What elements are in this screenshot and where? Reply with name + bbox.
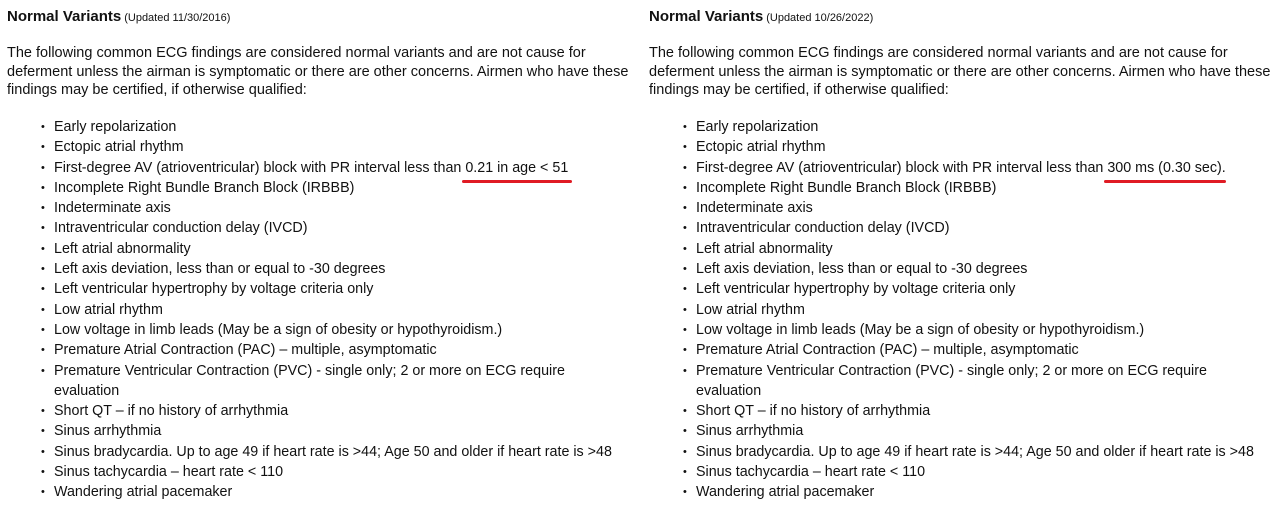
list-item-text: Left ventricular hypertrophy by voltage criteria only [696, 281, 1016, 298]
bullet-icon: • [683, 121, 687, 133]
list-item-text: Left ventricular hypertrophy by voltage criteria only [54, 281, 374, 298]
bullet-icon: • [41, 405, 45, 418]
intro-paragraph: The following common ECG findings are considered normal variants and are not cause for deferment unless the airman is symptomatic or there are other concerns. Airmen who have these findings may be certified, if otherwise qualified: [649, 45, 1271, 98]
list-item-text: Incomplete Right Bundle Branch Block (IRBBB) [54, 179, 355, 196]
bullet-icon: • [683, 445, 687, 458]
updated-date: (Updated 11/30/2016) [124, 12, 231, 24]
list-item-text: Premature Ventricular Contraction (PVC) - single only; 2 or more on ECG require evaluation [696, 362, 1207, 399]
list-item [683, 178, 1283, 198]
list-item-text: Left axis deviation, less than or equal to -30 degrees [54, 261, 386, 278]
normal-variants-list [683, 117, 1283, 503]
list-item [683, 340, 1283, 360]
list-item [41, 462, 641, 482]
list-item [683, 158, 1283, 178]
list-item [41, 421, 641, 441]
list-item-text: Left atrial abnormality [54, 240, 191, 257]
list-item-text: Early repolarization [54, 119, 177, 135]
list-item [41, 259, 641, 279]
list-item [41, 158, 641, 178]
list-item-text: Sinus bradycardia. Up to age 49 if heart rate is >44; Age 50 and older if heart rate is >48 [696, 443, 1254, 460]
bullet-icon: • [41, 242, 45, 255]
highlighted-text: 0.21 in age < 51 [465, 159, 569, 176]
list-item-text: Ectopic atrial rhythm [696, 139, 826, 156]
list-item-text: Low voltage in limb leads (May be a sign of obesity or hypothyroidism.) [696, 321, 1145, 338]
bullet-icon: • [41, 466, 45, 479]
bullet-icon: • [41, 283, 45, 296]
bullet-icon: • [41, 445, 45, 458]
bullet-icon: • [683, 222, 687, 235]
list-item [41, 401, 641, 421]
list-item [683, 279, 1283, 299]
list-item [683, 320, 1283, 340]
highlighted-text: 300 ms (0.30 sec) [1107, 159, 1222, 176]
bullet-icon: • [41, 121, 45, 133]
bullet-icon: • [683, 405, 687, 418]
list-item-text: Ectopic atrial rhythm [54, 139, 184, 156]
list-item [683, 401, 1283, 421]
list-item [683, 421, 1283, 441]
bullet-icon: • [683, 202, 687, 215]
list-item [683, 442, 1283, 462]
list-item [41, 300, 641, 320]
bullet-icon: • [41, 161, 45, 174]
list-item [41, 117, 641, 137]
bullet-icon: • [41, 486, 45, 499]
list-item [683, 259, 1283, 279]
bullet-icon: • [41, 303, 45, 316]
bullet-icon: • [41, 222, 45, 235]
list-item-text: Premature Atrial Contraction (PAC) – multiple, asymptomatic [54, 342, 437, 359]
list-item-text: Early repolarization [696, 119, 819, 135]
list-item [41, 482, 641, 502]
bullet-icon: • [683, 303, 687, 316]
list-item-text: Sinus bradycardia. Up to age 49 if heart rate is >44; Age 50 and older if heart rate is >48 [54, 443, 612, 460]
section-title: Normal Variants [7, 8, 122, 25]
list-item-text: Sinus arrhythmia [696, 423, 804, 440]
list-item [683, 482, 1283, 502]
bullet-icon: • [683, 242, 687, 255]
list-item [41, 340, 641, 360]
list-item [41, 198, 641, 218]
list-item [41, 279, 641, 299]
list-item-text: Low atrial rhythm [696, 301, 805, 318]
list-item-text: Low atrial rhythm [54, 301, 163, 318]
list-item-text: First-degree AV (atrioventricular) block with PR interval less than [54, 159, 466, 176]
list-item-text: Left axis deviation, less than or equal to -30 degrees [696, 261, 1028, 278]
bullet-icon: • [683, 486, 687, 499]
list-item-text: Wandering atrial pacemaker [696, 484, 875, 501]
bullet-icon: • [41, 323, 45, 336]
bullet-icon: • [683, 263, 687, 276]
list-item-text: Short QT – if no history of arrhythmia [54, 403, 289, 420]
bullet-icon: • [683, 141, 687, 154]
bullet-icon: • [683, 161, 687, 174]
normal-variants-list [41, 117, 641, 503]
list-item-text: Sinus tachycardia – heart rate < 110 [54, 464, 284, 481]
highlighted-criterion [1107, 158, 1221, 178]
list-item [683, 198, 1283, 218]
list-item [683, 300, 1283, 320]
list-item-text: Indeterminate axis [54, 200, 171, 217]
list-item [41, 361, 614, 402]
list-item-text: Incomplete Right Bundle Branch Block (IRBBB) [696, 179, 997, 196]
document-panel-2022 [649, 0, 1285, 511]
list-item [41, 239, 641, 259]
list-item [41, 178, 641, 198]
bullet-icon: • [683, 425, 687, 438]
bullet-icon: • [41, 141, 45, 154]
bullet-icon: • [41, 364, 45, 377]
bullet-icon: • [683, 323, 687, 336]
list-item-text: Wandering atrial pacemaker [54, 484, 233, 501]
list-item-text: Sinus tachycardia – heart rate < 110 [696, 464, 926, 481]
list-item-text: Short QT – if no history of arrhythmia [696, 403, 931, 420]
list-item [41, 442, 641, 462]
bullet-icon: • [683, 364, 687, 377]
list-item-text: First-degree AV (atrioventricular) block with PR interval less than [696, 159, 1108, 176]
intro-paragraph: The following common ECG findings are considered normal variants and are not cause for deferment unless the airman is symptomatic or there are other concerns. Airmen who have these findings may be certified, if otherwise qualified: [7, 45, 629, 98]
list-item [41, 218, 641, 238]
bullet-icon: • [41, 202, 45, 215]
list-item [683, 462, 1283, 482]
bullet-icon: • [41, 344, 45, 357]
list-item-text: Sinus arrhythmia [54, 423, 162, 440]
section-heading [7, 8, 230, 26]
list-item-text: Indeterminate axis [696, 200, 813, 217]
list-item-text-suffix: . [1221, 159, 1226, 176]
document-panel-2016 [7, 0, 647, 511]
list-item [683, 361, 1256, 402]
list-item-text: Left atrial abnormality [696, 240, 833, 257]
list-item-text: Premature Ventricular Contraction (PVC) - single only; 2 or more on ECG require evaluation [54, 362, 565, 399]
list-item-text: Intraventricular conduction delay (IVCD) [696, 220, 950, 237]
list-item-text: Low voltage in limb leads (May be a sign of obesity or hypothyroidism.) [54, 321, 503, 338]
bullet-icon: • [683, 344, 687, 357]
bullet-icon: • [683, 466, 687, 479]
list-item-text: Intraventricular conduction delay (IVCD) [54, 220, 308, 237]
list-item [41, 137, 641, 157]
bullet-icon: • [41, 263, 45, 276]
list-item [683, 137, 1283, 157]
list-item [683, 117, 1283, 137]
list-item [683, 218, 1283, 238]
highlighted-criterion [465, 158, 568, 178]
bullet-icon: • [41, 425, 45, 438]
list-item-text: Premature Atrial Contraction (PAC) – multiple, asymptomatic [696, 342, 1079, 359]
section-title: Normal Variants [649, 8, 764, 25]
bullet-icon: • [683, 181, 687, 194]
list-item [41, 320, 641, 340]
section-heading [649, 8, 873, 26]
updated-date: (Updated 10/26/2022) [766, 12, 874, 24]
list-item [683, 239, 1283, 259]
bullet-icon: • [41, 181, 45, 194]
bullet-icon: • [683, 283, 687, 296]
